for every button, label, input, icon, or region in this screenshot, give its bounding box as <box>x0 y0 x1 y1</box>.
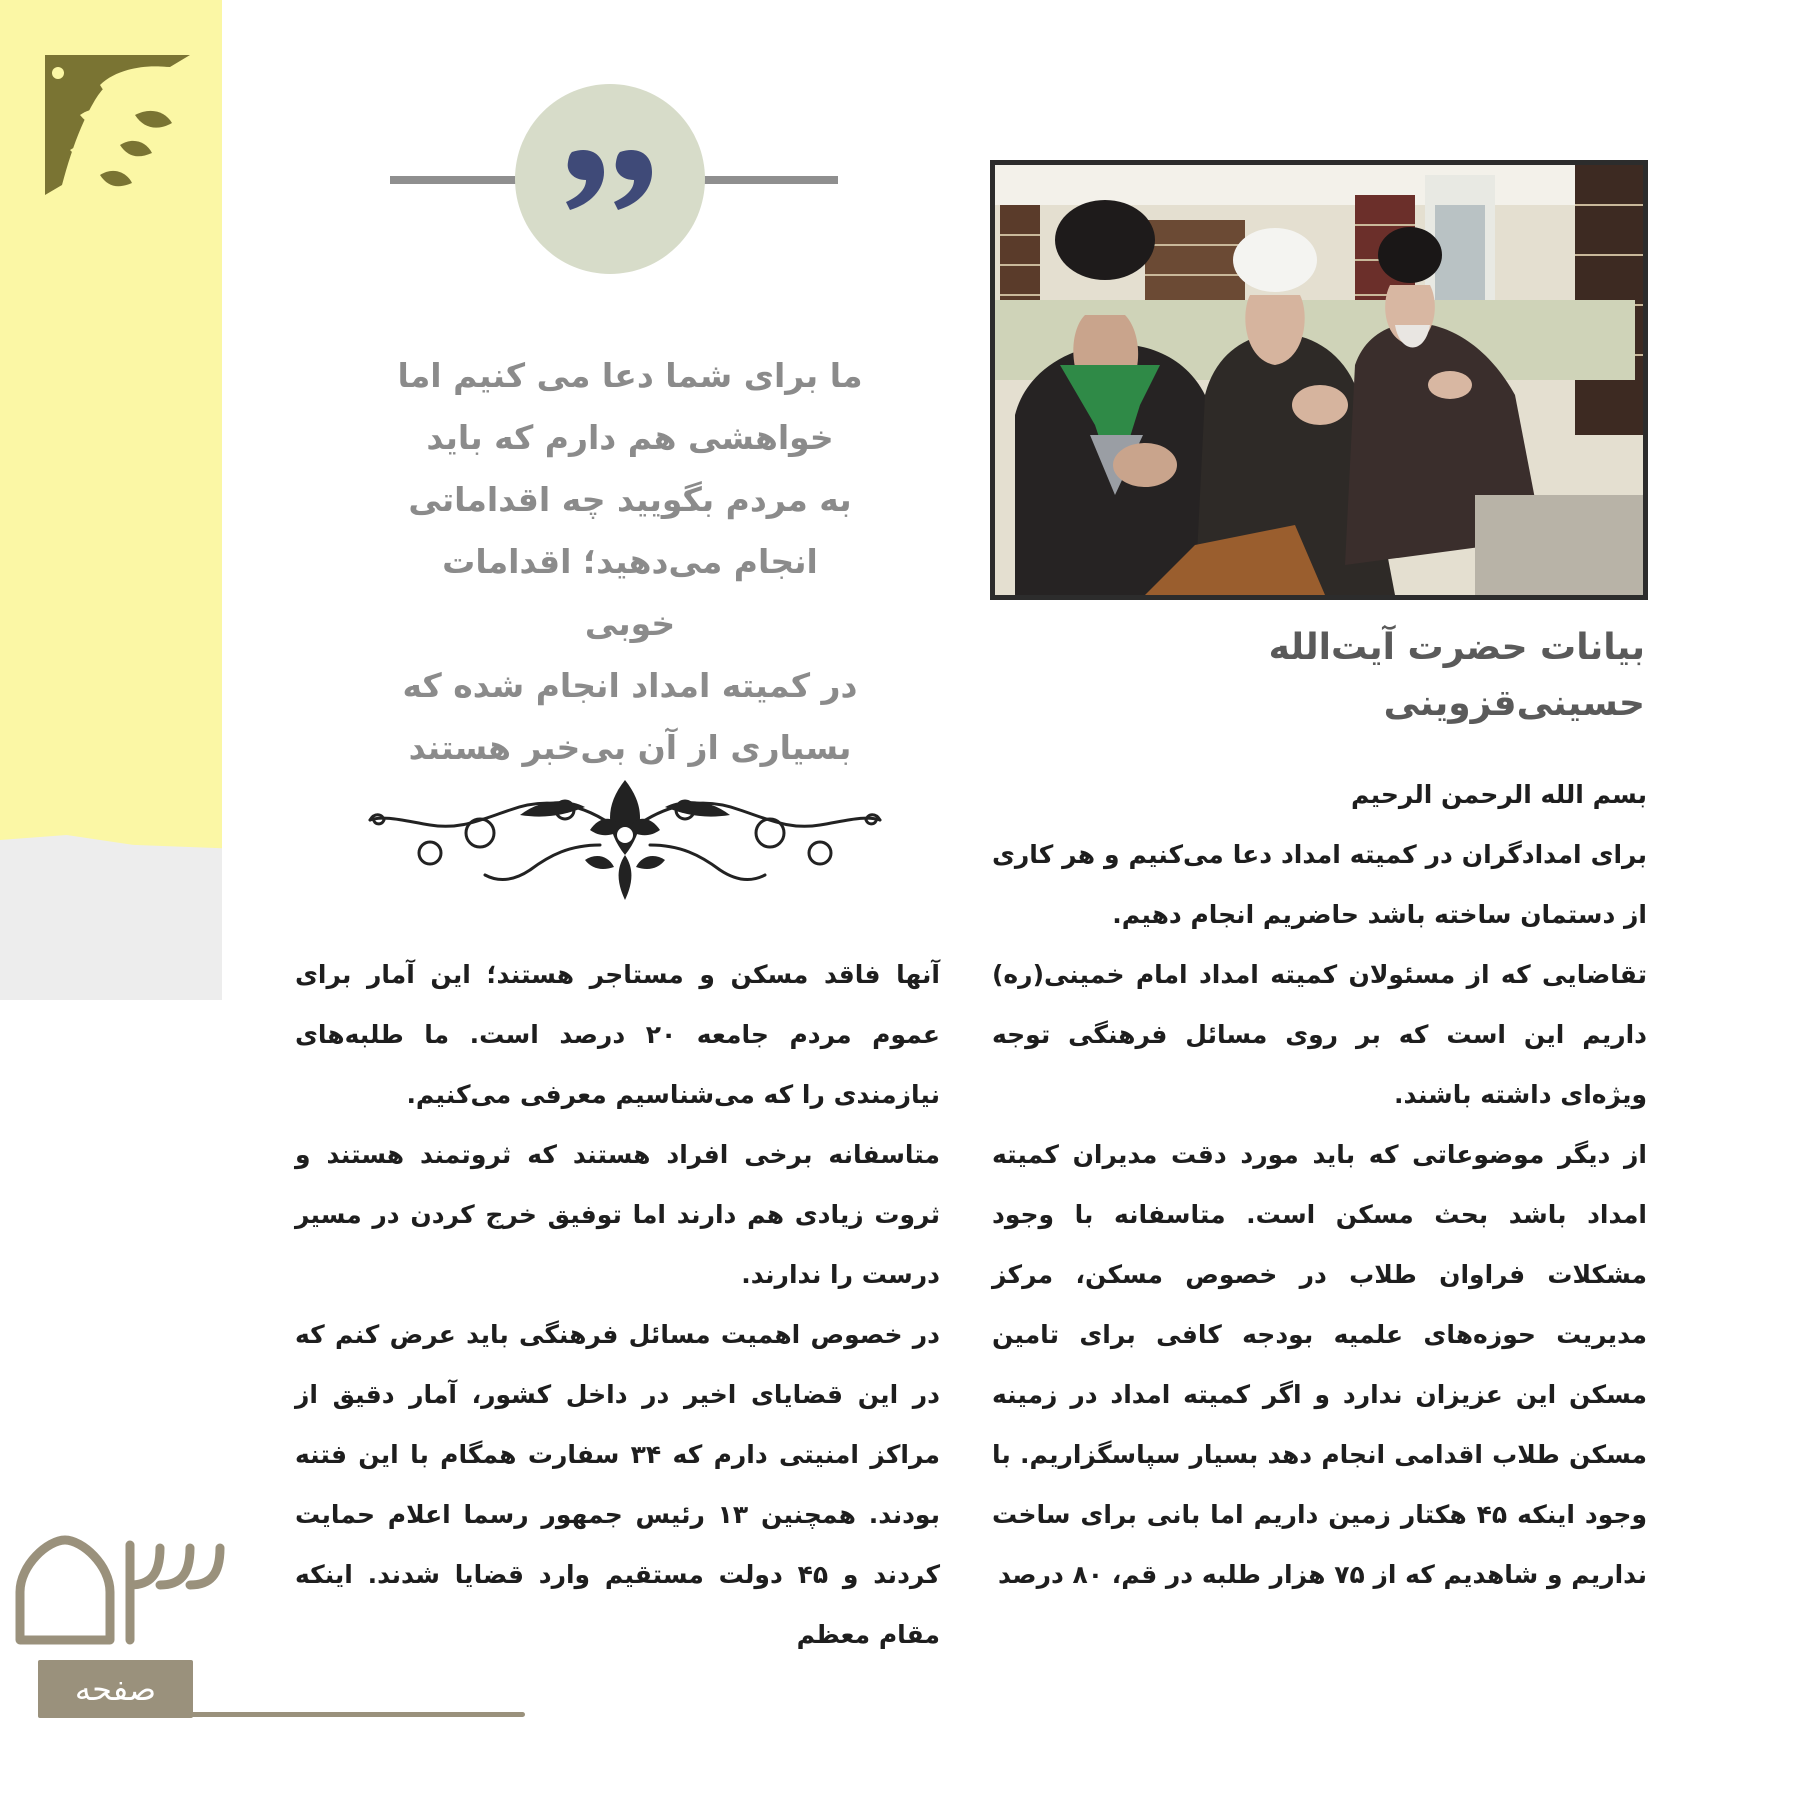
pull-quote-line: به مردم بگویید چه اقداماتی <box>408 480 852 519</box>
pull-quote-line: ما برای شما دعا می کنیم اما <box>397 356 863 395</box>
flourish-divider-icon <box>360 775 890 905</box>
pull-quote-line: خواهشی هم دارم که باید <box>426 418 834 457</box>
pull-quote-line: انجام می‌دهید؛ اقدامات خوبی <box>442 542 818 643</box>
paragraph: تقاضایی که از مسئولان کمیته امداد امام خمینی(ره) داریم این است که بر روی مسائل فرهنگی توجه ویژه‌ای داشته باشند. <box>992 960 1647 1109</box>
paragraph: بسم الله الرحمن الرحیم <box>1351 780 1647 809</box>
article-title-line: حسینی‌قزوینی <box>1383 683 1645 724</box>
paragraph: متاسفانه برخی افراد هستند که ثروتمند هستند و ثروت زیادی هم دارند اما توفیق خرج کردن در مسیر درست را ندارند. <box>295 1140 940 1289</box>
page-rule <box>190 1712 525 1717</box>
pull-quote <box>395 345 865 779</box>
page-label: صفحه <box>38 1660 193 1718</box>
article-column-right <box>992 765 1647 1605</box>
quote-rule-right <box>702 176 838 184</box>
quote-rule-left <box>390 176 518 184</box>
page-number <box>10 1530 230 1650</box>
paragraph: از دیگر موضوعاتی که باید مورد دقت مدیران کمیته امداد باشد بحث مسکن است. متاسفانه با وجود مشکلات فراوان طلاب در خصوص مسکن، مرکز مدیریت حوزه‌های علمیه بودجه کافی برای تامین مسکن این عزیزان ندارد و اگر کمیته امداد در زمینه مسکن طلاب اقدامی انجام دهد بسیار سپاسگزاریم. با وجود اینکه ۴۵ هکتار زمین داریم اما بانی برای ساخت نداریم و شاهدیم که از ۷۵ هزار طلبه در قم، ۸۰ درصد <box>992 1140 1647 1589</box>
meeting-photo <box>990 160 1648 600</box>
paragraph: آنها فاقد مسکن و مستاجر هستند؛ این آمار برای عموم مردم جامعه ۲۰ درصد است. ما طلبه‌های نیازمندی را که می‌شناسیم معرفی می‌کنیم. <box>295 960 940 1109</box>
article-title <box>1045 620 1645 732</box>
quote-badge <box>515 84 705 274</box>
paragraph: برای امدادگران در کمیته امداد دعا می‌کنیم و هر کاری از دستمان ساخته باشد حاضریم انجام دهیم. <box>992 840 1647 929</box>
paragraph: در خصوص اهمیت مسائل فرهنگی باید عرض کنم که در این قضایای اخیر در داخل کشور، آمار دقیق از مراکز امنیتی دارم که ۳۴ سفارت همگام با این فتنه بودند. همچنین ۱۳ رئیس جمهور رسما اعلام حمایت کردند و ۴۵ دولت مستقیم وارد قضایا شدند. اینکه مقام معظم <box>295 1320 940 1649</box>
torn-paper-edge <box>0 835 222 1000</box>
article-column-left <box>295 945 940 1665</box>
article-title-line: بیانات حضرت آیت‌الله <box>1268 627 1645 668</box>
pull-quote-line: بسیاری از آن بی‌خبر هستند <box>408 728 852 767</box>
floral-corner-ornament-icon <box>40 45 190 205</box>
pull-quote-line: در کمیته امداد انجام شده که <box>402 666 858 705</box>
quotation-mark-icon <box>562 144 658 214</box>
